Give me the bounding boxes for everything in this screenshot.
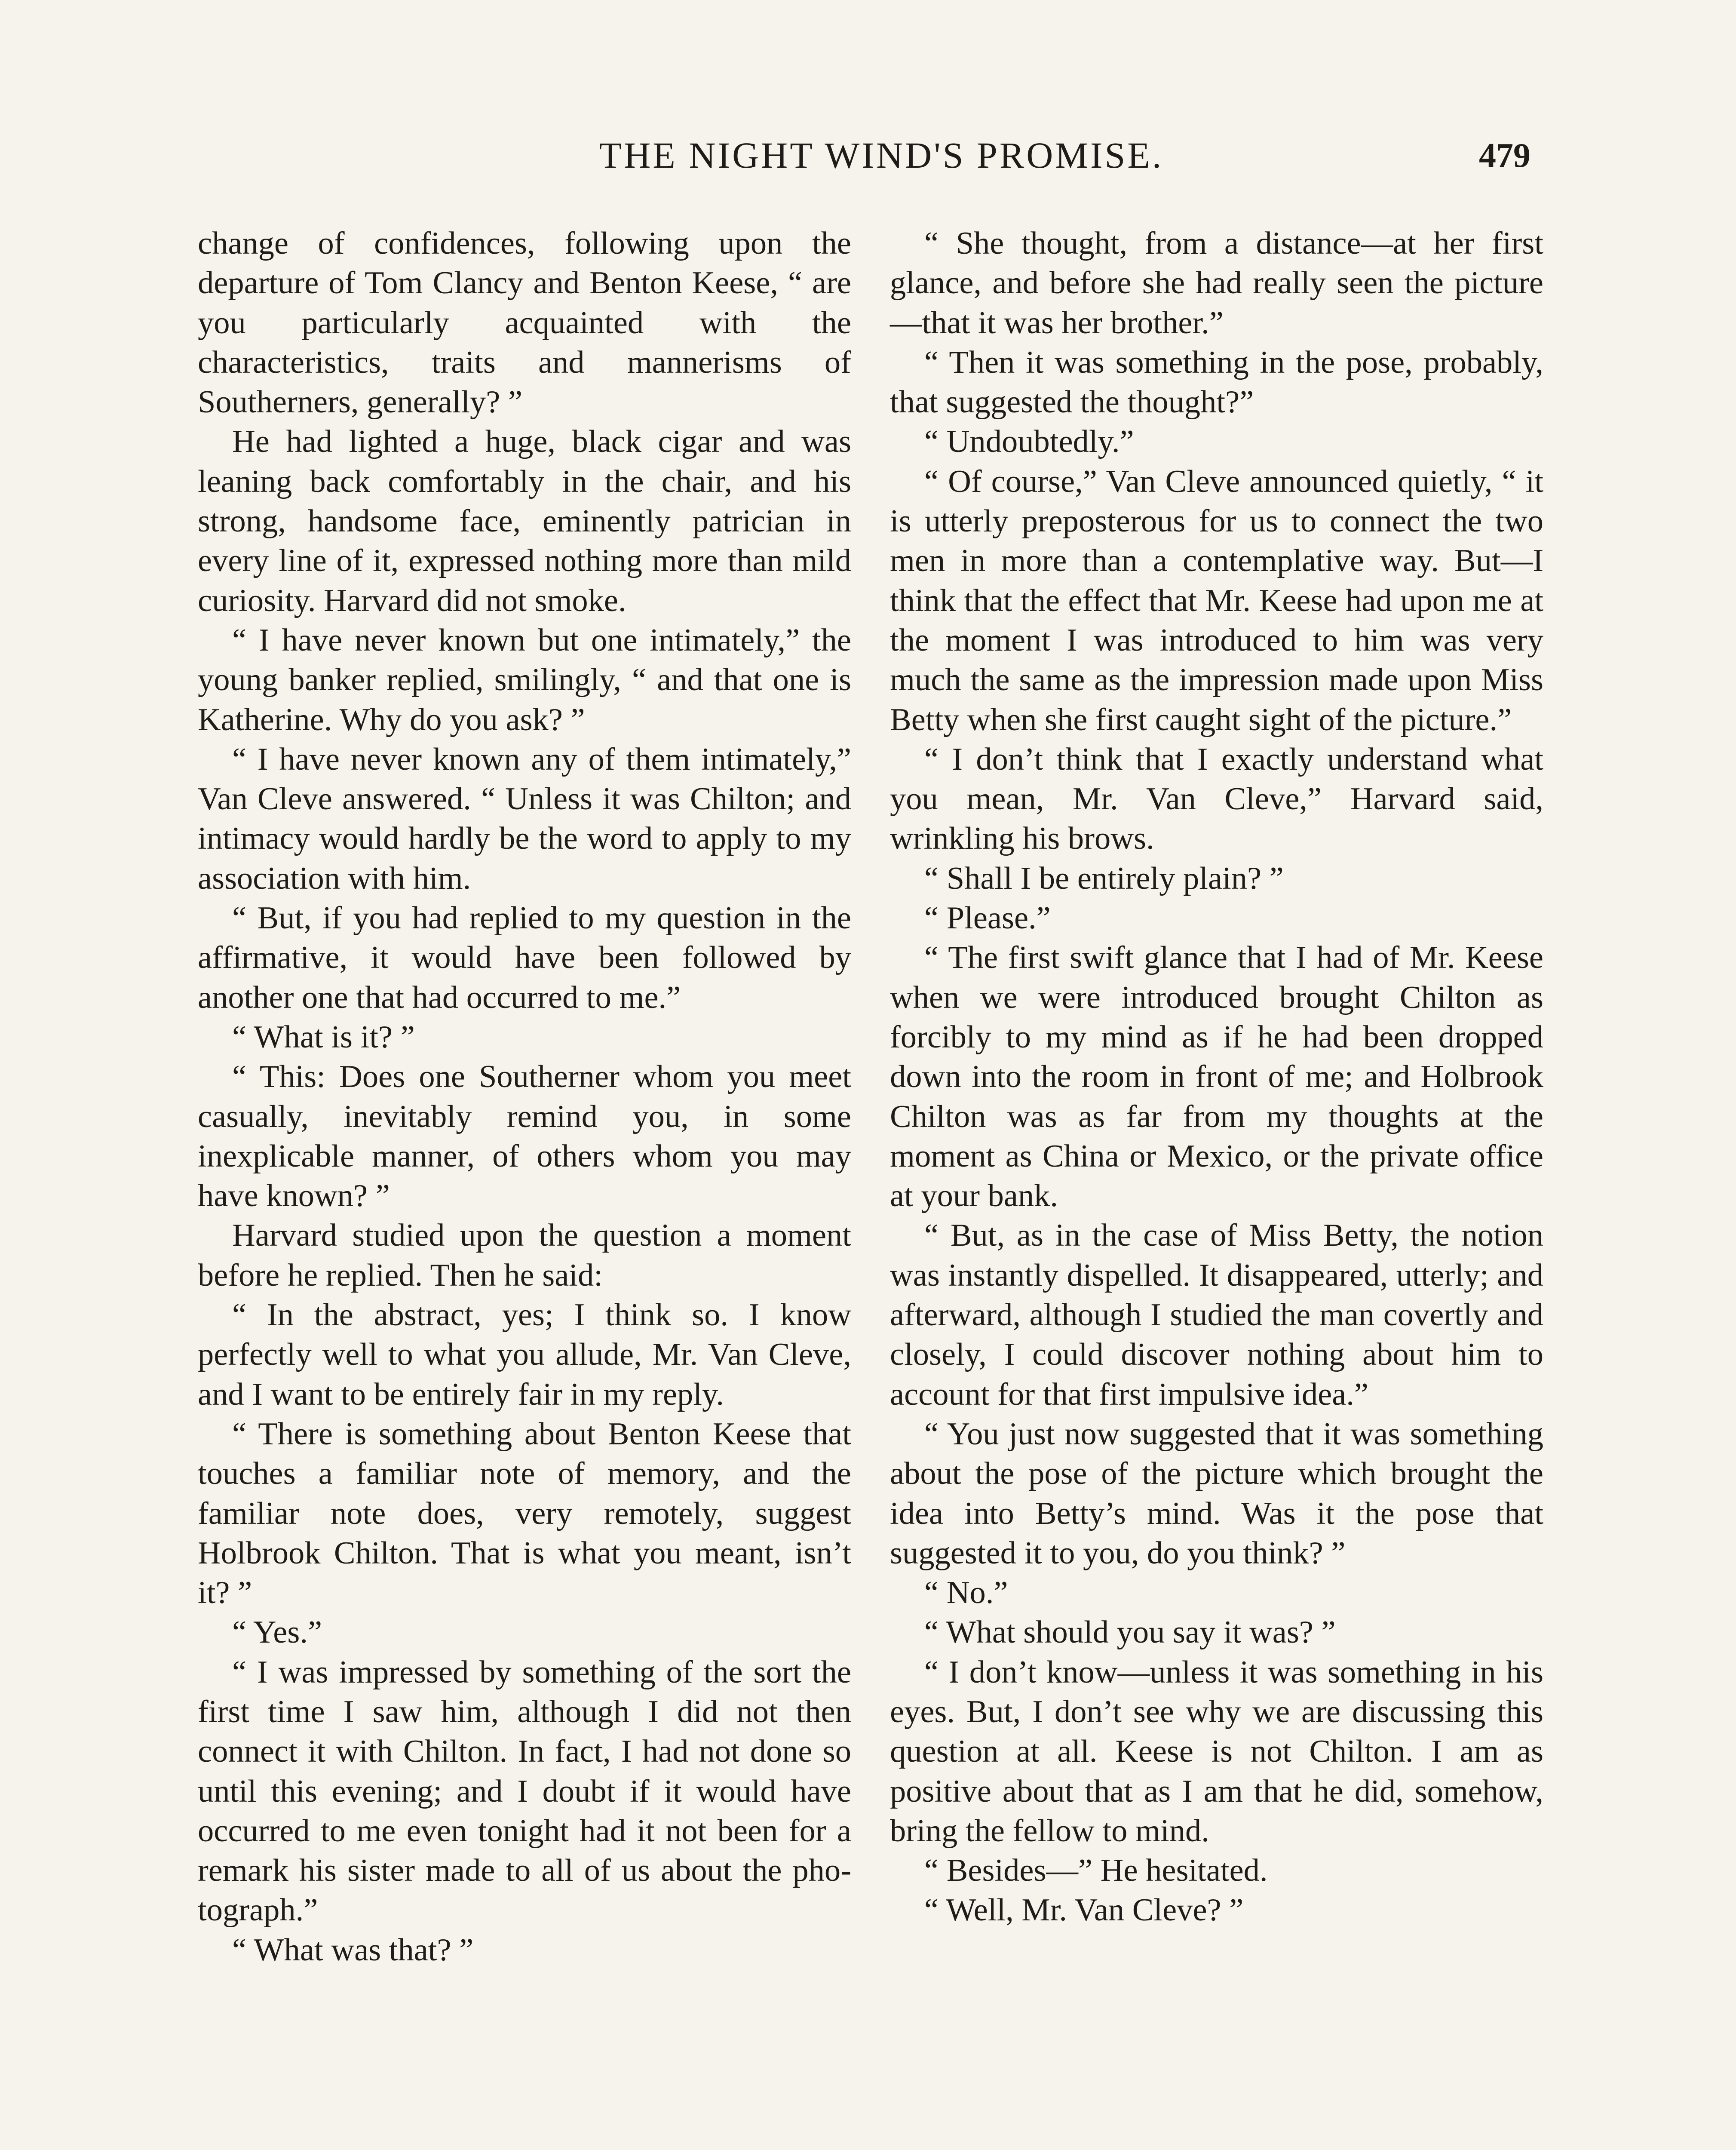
paragraph: “ Undoubtedly.” [924,424,1134,460]
paragraph: “ No.” [924,1575,1008,1611]
paragraph: “ What was that? ” [232,1932,474,1968]
paragraph: “ Yes.” [232,1615,322,1650]
paragraph: He had lighted a huge, black cigar and was leaning back comfortably in the chair, and his strong, handsome face, eminently patrician in every line of it, expressed nothing more than mild curiosity. Harvard did not smoke. [198,424,851,618]
paragraph: “ I don’t think that I exactly understand what you mean, Mr. Van Cleve,” Harvard said, wrinkling his brows. [890,741,1543,857]
paragraph: “ What should you say it was? ” [924,1615,1336,1650]
paragraph: “ She thought, from a distance—at her first glance, and before she had really seen the picture—that it was her brother.” [890,226,1543,341]
running-title: THE NIGHT WIND'S PROMISE. [599,135,1164,176]
paragraph: “ Then it was something in the pose, probably, that suggested the thought?” [890,344,1543,420]
paragraph: “ Of course,” Van Cleve announced quietly, “ it is utterly preposterous for us to connect the two men in more than a contemplative way. But—I think that the effect that Mr. Keese had upon me at the moment I was introduced to him was very much the same as the impression made upon Miss Betty when she first caught sight of the picture.” [890,464,1543,737]
page-number: 479 [1479,137,1531,175]
paragraph: “ There is something about Benton Keese that touches a familiar note of memory, and the familiar note does, very remotely, suggest Holbrook Chilton. That is what you meant, isn’t it? ” [198,1416,851,1611]
paragraph: change of confidences, following upon the departure of Tom Clancy and Benton Keese, “ are you particularly acquainted with the characteristics, traits and mannerisms of Southerners, generally? ” [198,226,851,420]
paragraph: “ The first swift glance that I had of Mr. Keese when we were introduced brought Chilton as forcibly to my mind as if he had been dropped down into the room in front of me; and Holbrook Chilton was as far from my thoughts at the moment as China or Mexico, or the private office at your bank. [890,940,1543,1214]
paragraph: “ Shall I be entirely plain? ” [924,860,1284,896]
paragraph: “ You just now suggested that it was something about the pose of the picture which brought the idea into Betty’s mind. Was it the pose that suggested it to you, do you think? ” [890,1416,1543,1571]
paragraph: “ This: Does one Southerner whom you meet casually, inevitably remind you, in some inexplicable manner, of others whom you may have known? ” [198,1059,851,1214]
paragraph: “ What is it? ” [232,1019,415,1055]
paragraph: “ But, as in the case of Miss Betty, the notion was instantly dispelled. It disappeared, utterly; and afterward, although I studied the man covertly and closely, I could discover nothing about him to account for that first impulsive idea.” [890,1218,1543,1412]
paragraph: “ I was impressed by something of the sort the first time I saw him, although I did not then connect it with Chilton. In fact, I had not done so until this evening; and I doubt if it would have occurred to me even tonight had it not been for a remark his sister made to all of us about the photograph.” [198,1654,851,1928]
paragraph: “ I have never known any of them intimately,” Van Cleve answered. “ Unless it was Chilton; and intimacy would hardly be the word to apply to my association with him. [198,741,851,896]
paragraph: Harvard studied upon the question a moment before he replied. Then he said: [198,1218,851,1293]
paragraph: “ Besides—” He hesitated. [924,1853,1268,1889]
paragraph: “ In the abstract, yes; I think so. I know perfectly well to what you allude, Mr. Van Cleve, and I want to be entirely fair in my reply. [198,1297,851,1412]
paragraph: “ Please.” [924,900,1051,936]
paragraph: “ But, if you had replied to my question in the affirmative, it would have been followed by another one that had occurred to me.” [198,900,851,1015]
left-column [198,224,851,1970]
paragraph: “ Well, Mr. Van Cleve? ” [924,1892,1244,1928]
paragraph: “ I have never known but one intimately,” the young banker replied, smilingly, “ and that one is Katherine. Why do you ask? ” [198,622,851,737]
right-column [890,224,1543,1930]
paragraph: “ I don’t know—unless it was something in his eyes. But, I don’t see why we are discussing this question at all. Keese is not Chilton. I am as positive about that as I am that he did, somehow, bring the fellow to mind. [890,1654,1543,1849]
